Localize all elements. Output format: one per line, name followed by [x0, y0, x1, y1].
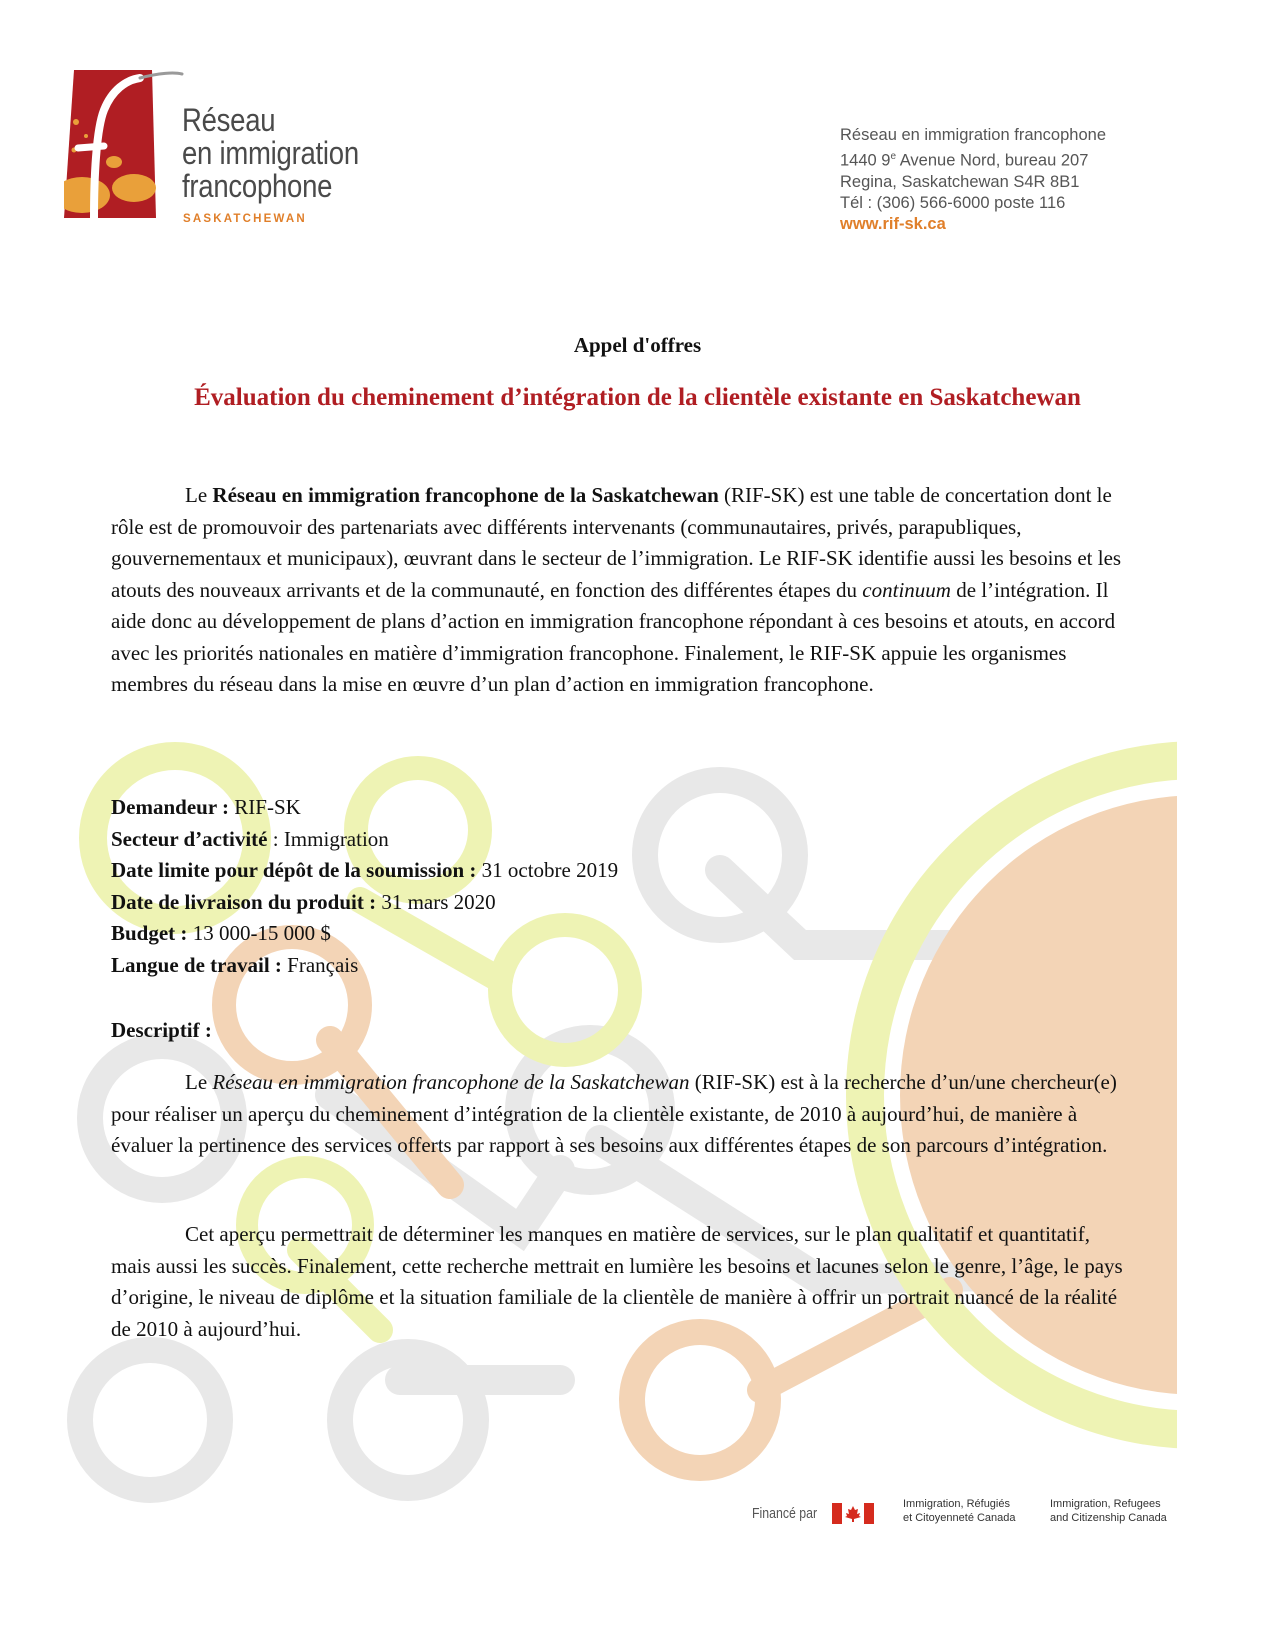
document-title: Évaluation du cheminement d’intégration de la clientèle existante en Saskatchewan	[194, 384, 1081, 411]
org-name: Réseau en immigration francophone de la Saskatchewan	[212, 483, 719, 507]
description-paragraph-2: Cet aperçu permettrait de déterminer les manques en matière de services, sur le plan qualitatif et quantitatif, mais aussi les succès. Finalement, cette recherche mettrait en lumière les besoins et lacunes selon le genre, l’âge, le pays d’origine, le niveau de diplôme et la situation familiale de la clientèle de manière à offrir un portrait nuancé de la réalité de 2010 à aujourd’hui.	[111, 1222, 1123, 1341]
logo-subtitle: SASKATCHEWAN	[183, 213, 307, 225]
logo-text-line-1: Réseau	[182, 102, 276, 138]
address-phone: Tél : (306) 566-6000 poste 116	[840, 193, 1066, 212]
address-street: 1440 9e Avenue Nord, bureau 207	[840, 151, 1089, 170]
document-type: Appel d'offres	[573, 333, 702, 357]
detail-sector: Secteur d’activité : Immigration	[111, 826, 389, 851]
canada-flag-icon	[832, 1503, 874, 1524]
detail-language: Langue de travail : Français	[111, 952, 359, 977]
ircc-name-french: Immigration, Réfugiés et Citoyenneté Canada	[903, 1498, 1016, 1524]
description-paragraph-1: Le Réseau en immigration francophone de la Saskatchewan (RIF-SK) est à la recherche d’un/une chercheur(e) pour réaliser un aperçu du cheminement d’intégration de la clientèle existante, de 2010 à aujourd’hui, de manière à évaluer la pertinence des services offerts par rapport à ses besoins aux différentes étapes de son parcours d’intégration.	[111, 1070, 1117, 1157]
logo-text-line-2: en immigration	[182, 135, 359, 171]
ircc-name-english: Immigration, Refugees and Citizenship Canada	[1050, 1498, 1167, 1524]
address-org: Réseau en immigration francophone	[840, 126, 1106, 144]
detail-delivery-date: Date de livraison du produit : 31 mars 2020	[111, 889, 496, 914]
funded-by-label: Financé par	[752, 1506, 818, 1522]
detail-budget: Budget : 13 000-15 000 $	[111, 921, 331, 945]
logo-text-line-3: francophone	[182, 168, 333, 204]
intro-paragraph: Le Réseau en immigration francophone de la Saskatchewan (RIF-SK) est une table de concertation dont le rôle est de promouvoir des partenariats avec différents intervenants (communautaires, privés, parapubliques, gouvernementaux et municipaux), œuvrant dans le secteur de l’immigration. Le RIF-SK identifie aussi les besoins et les atouts des nouveaux arrivants et de la communauté, en fonction des différentes étapes du continuum de l’intégration. Il aide donc au développement de plans d’action en immigration francophone répondant à ces besoins et atouts, en accord avec les priorités nationales en matière d’immigration francophone. Finalement, le RIF-SK appuie les organismes membres du réseau dans la mise en œuvre d’un plan d’action en immigration francophone.	[111, 483, 1122, 696]
detail-requester: Demandeur : RIF-SK	[111, 795, 301, 819]
rif-sk-logo	[0, 0, 400, 240]
descriptif-heading: Descriptif :	[111, 1018, 212, 1042]
address-city: Regina, Saskatchewan S4R 8B1	[840, 172, 1080, 191]
address-block	[840, 125, 1106, 235]
detail-deadline: Date limite pour dépôt de la soumission : 31 octobre 2019	[111, 858, 619, 882]
website-link[interactable]: www.rif-sk.ca	[840, 214, 946, 233]
offer-details	[111, 792, 1131, 981]
logo-mark-icon	[64, 70, 194, 220]
